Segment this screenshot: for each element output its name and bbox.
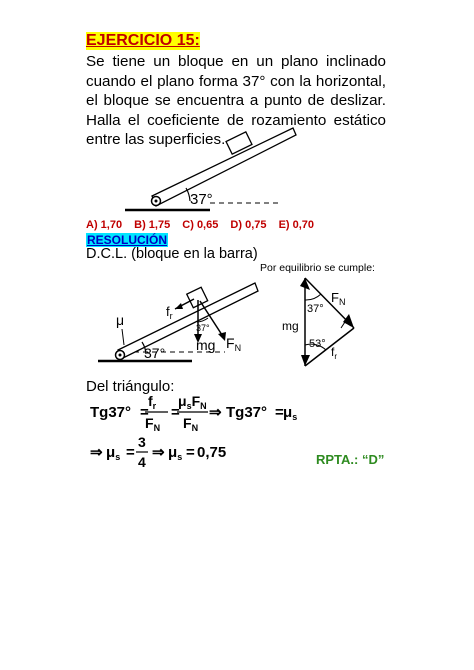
angle-label-1: 37°: [190, 191, 213, 208]
svg-text:⇒: ⇒: [209, 404, 222, 421]
option-a: A) 1,70: [86, 219, 123, 231]
option-d: D) 0,75: [230, 219, 267, 231]
svg-text:=: =: [126, 444, 135, 461]
derivation-equations: [90, 393, 297, 470]
answer-badge: RPTA.: “D”: [316, 452, 385, 467]
tri-fn: $F_N$: [331, 290, 346, 307]
svg-text:=: =: [140, 404, 149, 421]
fbd-angle-inner: 37°: [196, 323, 210, 333]
svg-text:FN: $F_N$: [145, 415, 161, 433]
tri-angle-bottom: 53°: [309, 338, 326, 350]
exercise-statement: Se tiene un bloque en un plano inclinado cuando el plano forma 37° con la horizontal, el bloque se encuentra a punto de deslizar. Halla el coeficiente de rozamiento estático entre las superficies.: [86, 53, 386, 148]
svg-text:4: 4: [138, 454, 146, 470]
svg-text:μs: $\mu_s$: [168, 444, 183, 462]
fbd-block: [187, 287, 208, 307]
equilibrium-note: Por equilibrio se cumple:: [260, 262, 375, 274]
svg-text:μsFN: $\mu_sF_N$: [178, 393, 207, 411]
svg-text:μs: $\mu_s$: [283, 404, 298, 422]
svg-text:FN: $F_N$: [183, 415, 199, 433]
svg-text:fr: $f_r$: [148, 393, 157, 411]
incline-board: [152, 128, 296, 206]
force-triangle: [282, 278, 354, 366]
resolution-heading: RESOLUCIÓN: [87, 233, 168, 247]
svg-text:Tg37°: Tg37°: [226, 404, 268, 421]
svg-text:⇒: ⇒: [152, 444, 165, 461]
dcl-title: D.C.L. (bloque en la barra): [86, 246, 258, 262]
option-e: E) 0,70: [278, 219, 315, 231]
tri-angle-top: 37°: [307, 303, 324, 315]
fbd-figure: [98, 283, 258, 361]
svg-text:=: =: [186, 444, 195, 461]
derivation-intro: Del triángulo:: [86, 378, 175, 395]
option-c: C) 0,65: [182, 219, 219, 231]
incline-figure: [125, 128, 296, 210]
tri-mg: mg: [282, 319, 299, 333]
svg-text:=: =: [171, 404, 180, 421]
exercise-title: EJERCICIO 15:: [86, 32, 200, 49]
tri-fr: $f_r$: [331, 345, 338, 361]
svg-text:3: 3: [138, 434, 146, 450]
fbd-angle-base: 37°: [144, 345, 166, 361]
svg-text:μs: $\mu_s$: [106, 444, 121, 462]
fbd-fr: $f_r$: [166, 304, 173, 321]
fbd-mu: μ: [116, 312, 125, 328]
svg-text:⇒: ⇒: [90, 444, 103, 461]
fbd-fn: $F_N$: [226, 335, 242, 353]
answer-options: [86, 219, 323, 231]
svg-text:=: =: [275, 404, 284, 421]
option-b: B) 1,75: [134, 219, 171, 231]
final-result: 0,75: [197, 444, 227, 461]
fbd-mg: mg: [196, 337, 216, 353]
eq-tg: Tg37°: [90, 404, 132, 421]
